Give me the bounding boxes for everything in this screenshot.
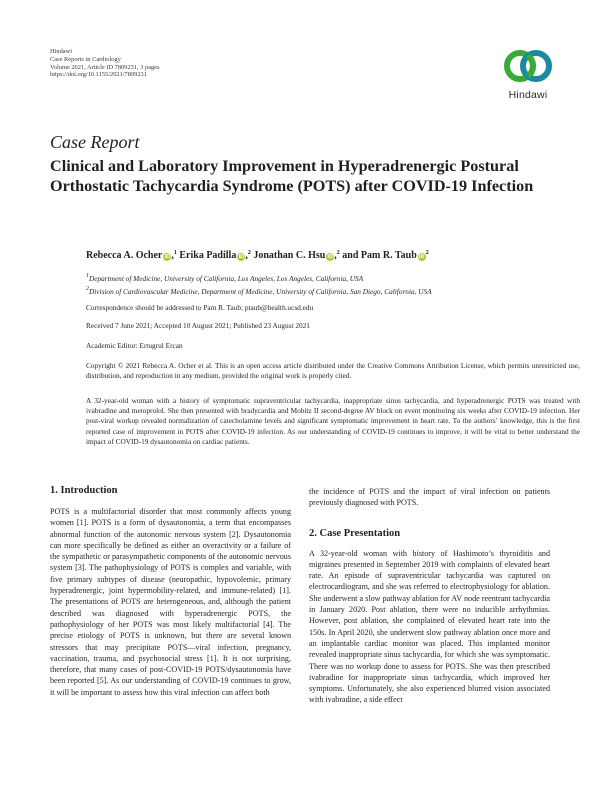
orcid-icon[interactable]: iD [327,254,334,260]
publication-dates: Received 7 June 2021; Accepted 10 August 2021; Published 23 August 2021 [86,321,310,330]
affiliation-item [86,284,432,297]
author-separator: , [171,250,174,261]
affiliation-number: 1 [86,273,89,279]
author-affiliation-mark: 2 [425,250,429,256]
author-separator: , [245,250,248,261]
article-type: Case Report [50,132,140,152]
orcid-icon[interactable]: iD [238,254,245,260]
journal-meta [50,48,160,79]
introduction-paragraph: POTS is a multifactorial disorder that most commonly affects young women [1]. POTS is a form of dysautonomia, a term that encompasses abnormal function of the autonomic nervous system [2]. Dysautonomia can more specifically be defined as either an overactivity or a failure of the sympathetic or parasympathetic components of the autonomic nervous system [3]. The pathophysiology of POTS is complex and variable, with five primary subtypes of disease (neuropathic, hypovolemic, primary hyperadrenergic, joint hypermobility-related, and immune-related) [1]. The presentations of POTS are heterogeneous, and, although the patient described was diagnosed with hyperadrenergic POTS, the pathophysiology of her POTS was most likely multifactorial [4]. The precise etiology of POTS is unknown, but there are several known stressors that may precipitate POTS—viral infection, pregnancy, vaccination, trauma, and psychosocial stress [1]. It is not surprising, therefore, that many cases of post-COVID-19 POTS/dysautonomia have been reported [5]. As our understanding of COVID-19 continues to grow, it will be important to assess how this viral infection can affect both [50,507,291,697]
author-list [86,250,429,261]
hindawi-logo [496,46,560,106]
correspondence: Correspondence should be addressed to Pam R. Taub; ptaub@health.ucsd.edu [86,303,314,312]
doi-link[interactable]: https://doi.org/10.1155/2021/7809231 [50,71,147,79]
abstract: A 32-year-old woman with a history of symptomatic supraventricular tachycardia, inappropriate sinus tachycardia, and hyperadrenergic POTS was treated with ivabradine and metoprolol. She then presented with bradycardia and Mobitz II second-degree AV block on event monitoring six weeks after COVID-19 infection. Her post-viral workup revealed normalization of catecholamine levels and significant symptomatic improvement in heart rate. To the authors’ knowledge, this is the first reported case of improvement in POTS after COVID-19 infection. As our understanding of COVID-19 continues to improve, it will be vital to better understand the impact of COVID-19 dysautonomia on cardiac patients. [86,396,580,446]
orcid-icon[interactable]: iD [164,254,171,260]
copyright-notice: Copyright © 2021 Rebecca A. Ocher et al. This is an open access article distributed under the Creative Commons Attribution License, which permits unrestricted use, distribution, and reproduction in any medium, provided the original work is properly cited. [86,361,580,380]
orcid-icon[interactable]: iD [419,254,425,260]
author-affiliation-mark: 1 [173,250,177,256]
case-presentation-heading: 2. Case Presentation [309,527,401,539]
volume-info: Volume 2021, Article ID 7809231, 3 pages [50,63,160,71]
article-title: Clinical and Laboratory Improvement in Hyperadrenergic Postural Orthostatic Tachycardia Syndrome (POTS) after COVID-19 Infection [50,157,534,195]
academic-editor: Academic Editor: Ertugrul Ercan [86,341,183,350]
hindawi-rings-icon [496,46,560,88]
affiliation-text: Division of Cardiovascular Medicine, Department of Medicine, University of California, San Diego, California, USA [89,287,432,296]
author-affiliation-mark: 2 [336,250,340,256]
left-column [50,485,291,698]
author-separator: and [342,250,359,261]
author-name: Pam R. Taub [360,250,417,261]
author-name: Jonathan C. Hsu [253,250,326,261]
introduction-continued-paragraph: the incidence of POTS and the impact of viral infection on patients previously diagnosed with POTS. [309,487,550,508]
author-affiliation-mark: 2 [247,250,251,256]
journal-name: Case Reports in Cardiology [50,55,121,63]
author-separator: , [334,250,337,261]
affiliation-number: 2 [86,286,89,292]
author-name: Rebecca A. Ocher [86,250,163,261]
right-column [309,486,550,706]
affiliation-text: Department of Medicine, University of California, Los Angeles, Los Angeles, California, USA [89,274,364,283]
affiliations [86,271,432,297]
author-name: Erika Padilla [179,250,237,261]
introduction-heading: 1. Introduction [50,485,118,496]
logo-text: Hindawi [508,89,548,101]
publisher-name: Hindawi [50,48,73,55]
case-presentation-paragraph: A 32-year-old woman with history of Hashimoto’s thyroiditis and migraines presented in September 2019 with complaints of elevated heart rate. An episode of supraventricular tachycardia was captured on electrocardiogram, and she was referred to electrophysiology for ablation. She underwent a slow pathway ablation for AV node reentrant tachycardia in January 2020. Post ablation, there were no inducible arrhythmias. However, post ablation, she complained of elevated heart rate into the 150s. In April 2020, she underwent slow pathway ablation once more and an implantable cardiac monitor was placed. This implanted monitor revealed inappropriate sinus tachycardia, for which she was symptomatic. There was no workup done to assess for POTS. She was then prescribed ivabradine for inappropriate sinus tachycardia, which improved her symptoms. Unfortunately, she also experienced blurred vision associated with ivabradine, a side effect [309,548,550,705]
affiliation-item [86,271,432,284]
